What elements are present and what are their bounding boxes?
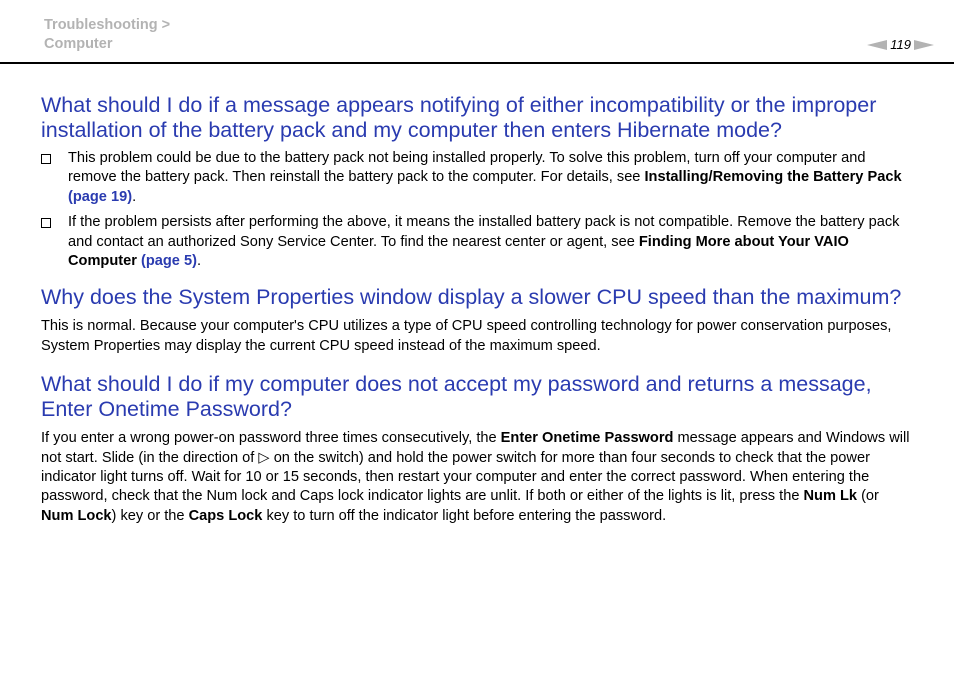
section-title-battery: What should I do if a message appears notifying of either incompatibility or the improper installation of the battery pack and my computer then enters Hibernate mode?	[41, 93, 877, 142]
bold-term: Num Lk	[803, 488, 858, 505]
password-paragraph	[41, 429, 913, 526]
breadcrumb	[44, 16, 170, 54]
item-reference: Installing/Removing the Battery Pack	[644, 169, 902, 186]
text-run: (or	[857, 488, 879, 505]
text-run: key to turn off the indicator light before entering the password.	[262, 507, 667, 524]
battery-checklist	[41, 149, 913, 271]
bold-term: Enter Onetime Password	[500, 430, 674, 447]
item-text-end: .	[132, 188, 137, 205]
bold-term: Num Lock	[41, 507, 112, 524]
header-divider	[0, 62, 954, 64]
previous-page-icon[interactable]	[867, 40, 887, 50]
item-text-end: .	[196, 253, 201, 270]
section-title-password: What should I do if my computer does not accept my password and returns a message, Enter Onetime Password?	[41, 372, 872, 422]
page-navigation	[867, 37, 934, 52]
item-text: This problem could be due to the battery pack not being installed properly. To solve this problem, turn off your computer and remove the battery pack. Then reinstall the battery pack to the computer. For details, see	[68, 150, 866, 186]
bold-term: Caps Lock	[188, 507, 263, 524]
slide-direction-icon: ▷	[258, 449, 270, 466]
breadcrumb-page[interactable]: Computer	[44, 36, 113, 52]
item-reference: Finding More about Your VAIO Computer	[68, 233, 849, 270]
text-run: message appears and Windows will not start. Slide (in the direction of	[41, 430, 910, 466]
checkbox-bullet-icon	[41, 218, 51, 228]
page-number: 119	[890, 37, 911, 52]
cpu-paragraph: This is normal. Because your computer's CPU utilizes a type of CPU speed controlling technology for power conservation purposes, System Properties may display the current CPU speed instead of the maximum speed.	[41, 318, 892, 354]
main-content	[41, 93, 913, 526]
section-title-cpu: Why does the System Properties window display a slower CPU speed than the maximum?	[41, 285, 902, 310]
text-run: ) key or the	[111, 507, 189, 524]
page-link[interactable]: (page 5)	[140, 253, 197, 270]
checkbox-bullet-icon	[41, 154, 51, 164]
text-run: on the switch) and hold the power switch for more than four seconds to check that the power indicator light turns off. Wait for 10 or 15 seconds, then restart your computer and enter the correct password. When entering the password, check that the Num lock and Caps lock indicator lights are unlit. If both or either of the lights is lit, press the	[41, 449, 870, 505]
item-text: If the problem persists after performing the above, it means the installed battery pack is not compatible. Remove the battery pack and contact an authorized Sony Service Center. To find the nearest center or agent, see	[68, 214, 900, 250]
list-item	[41, 213, 913, 271]
list-item	[41, 149, 913, 207]
next-page-icon[interactable]	[914, 40, 934, 50]
page-link[interactable]: (page 19)	[68, 188, 133, 205]
breadcrumb-section[interactable]: Troubleshooting >	[44, 17, 171, 33]
text-run: If you enter a wrong power-on password three times consecutively, the	[41, 430, 501, 447]
